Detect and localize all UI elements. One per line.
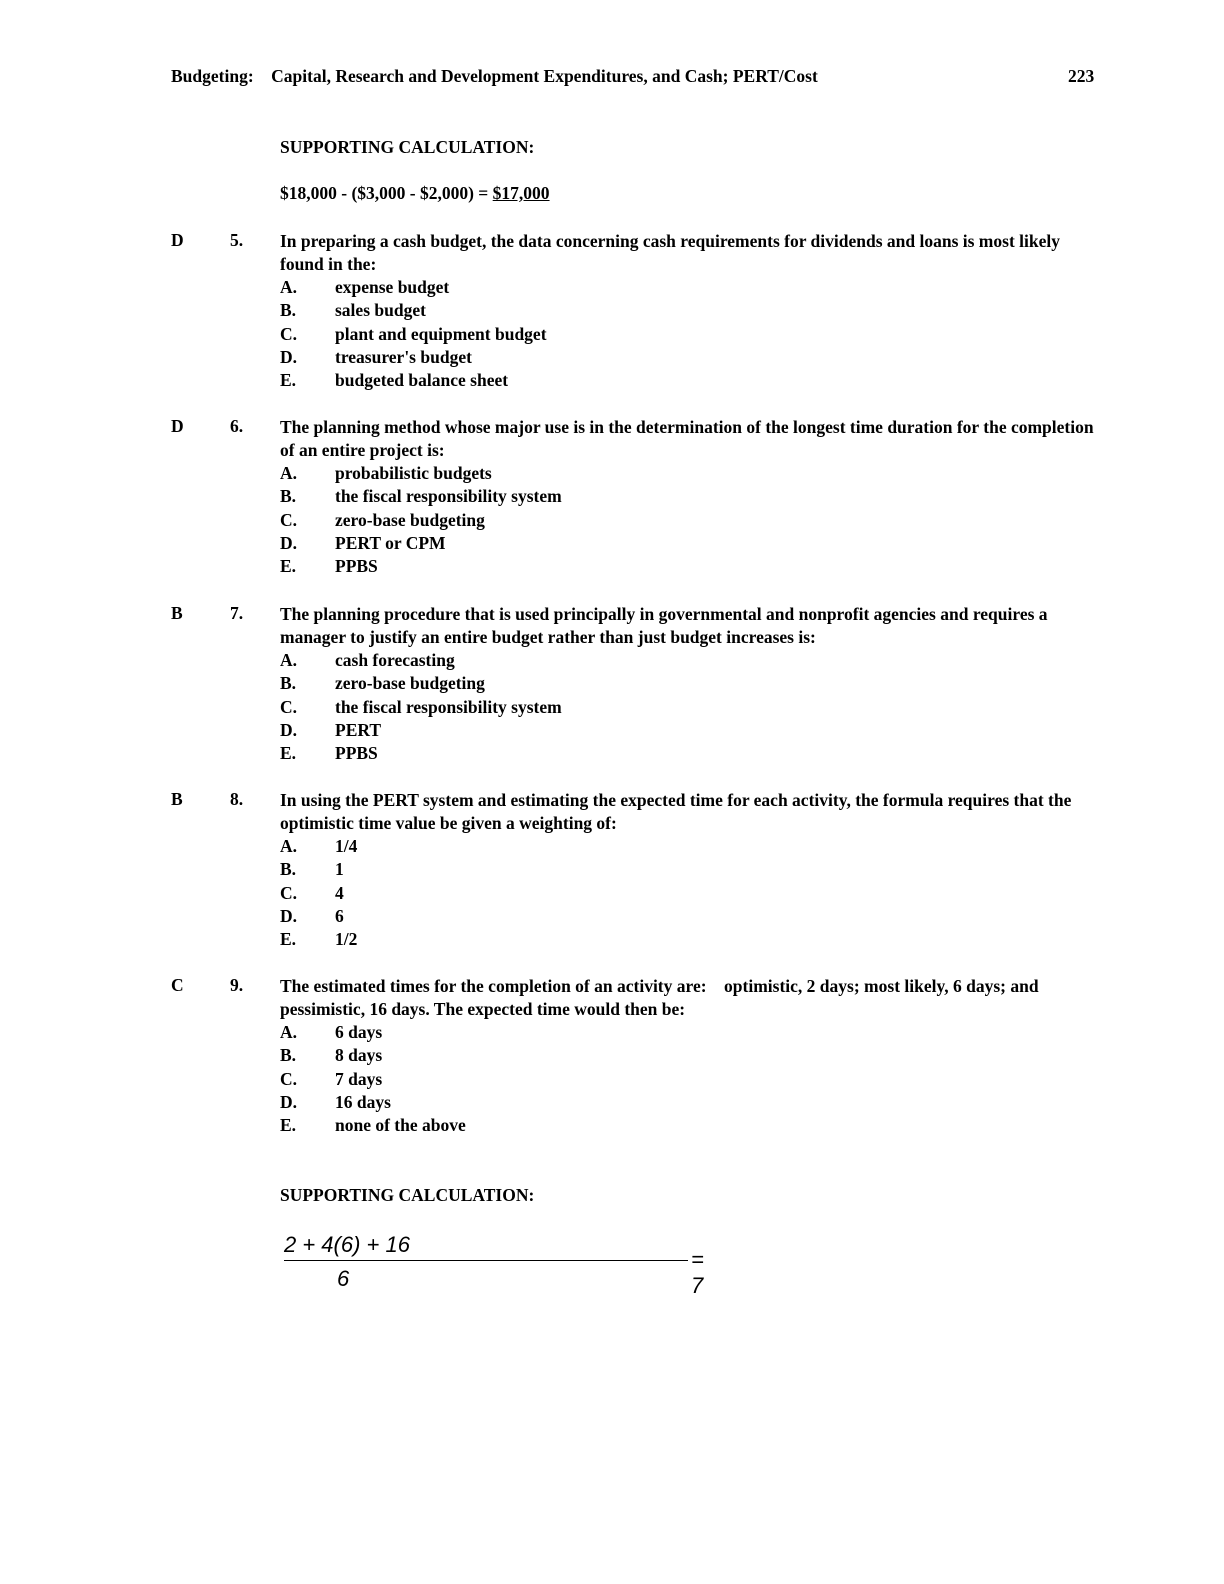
fraction-bar	[284, 1260, 688, 1261]
option	[280, 858, 880, 881]
option	[280, 346, 880, 369]
question-text: The planning method whose major use is in the determination of the longest time duration for the completion of an entire project is:	[280, 417, 1094, 461]
option-letter: C.	[280, 882, 298, 903]
option-letter: E.	[280, 929, 297, 950]
option-text: probabilistic budgets	[335, 463, 492, 483]
option-text: the fiscal responsibility system	[335, 486, 562, 507]
option	[280, 462, 880, 485]
option-letter: C.	[280, 323, 298, 344]
option-text: PPBS	[335, 743, 378, 764]
pert-formula	[282, 1230, 704, 1298]
option-letter: A.	[280, 1022, 298, 1042]
question-text: The estimated times for the completion of an activity are: optimistic, 2 days; most likely, 6 days; and pessimistic, 16 days. The expected time would then be:	[280, 976, 1043, 1020]
option-letter: D.	[280, 532, 298, 553]
supporting-calculation-heading-2: SUPPORTING CALCULATION:	[280, 1185, 535, 1205]
option	[280, 323, 880, 346]
option	[280, 1044, 880, 1067]
option-letter: B.	[280, 300, 297, 321]
option-list	[280, 835, 880, 951]
option	[280, 719, 880, 742]
question-text: In using the PERT system and estimating the expected time for each activity, the formula requires that the optimistic time value be given a weighting of:	[280, 790, 1072, 834]
option	[280, 369, 880, 392]
supporting-calculation-heading: SUPPORTING CALCULATION:	[280, 137, 535, 157]
formula-denominator: 6	[337, 1266, 350, 1291]
option-text: expense budget	[335, 277, 450, 297]
option-letter: D.	[280, 905, 298, 926]
option-text: 7 days	[335, 1068, 383, 1089]
option-letter: C.	[280, 696, 298, 717]
question-number: 6.	[230, 416, 244, 436]
option-text: 6 days	[335, 1022, 383, 1042]
option-text: cash forecasting	[335, 650, 455, 670]
question-text: The planning procedure that is used principally in governmental and nonprofit agencies and requires a manager to justify an entire budget rather than just budget increases is:	[280, 604, 1048, 648]
option-letter: E.	[280, 1115, 297, 1136]
question-number: 9.	[230, 975, 244, 995]
answer-key: B	[171, 789, 183, 809]
option-letter: E.	[280, 743, 297, 764]
option	[280, 276, 880, 299]
option	[280, 882, 880, 905]
option-list	[280, 462, 880, 578]
formula-result: = 7	[691, 1247, 704, 1298]
option	[280, 1114, 880, 1137]
option-letter: C.	[280, 509, 298, 530]
answer-key: C	[171, 975, 184, 995]
option	[280, 672, 880, 695]
option-letter: A.	[280, 463, 298, 483]
option	[280, 555, 880, 578]
option	[280, 1091, 880, 1114]
option-text: 1/4	[335, 836, 358, 856]
option-text: zero-base budgeting	[335, 673, 485, 694]
formula-numerator: 2 + 4(6) + 16	[284, 1232, 410, 1257]
option	[280, 696, 880, 719]
option-text: PPBS	[335, 556, 378, 577]
option	[280, 485, 880, 508]
option-text: PERT	[335, 719, 382, 740]
option-letter: E.	[280, 556, 297, 577]
answer-key: D	[171, 416, 184, 436]
option-letter: A.	[280, 650, 298, 670]
question-number: 8.	[230, 789, 244, 809]
option-letter: B.	[280, 486, 297, 507]
option-text: PERT or CPM	[335, 532, 446, 553]
answer-key: B	[171, 603, 183, 623]
option-letter: E.	[280, 370, 297, 391]
option-letter: A.	[280, 836, 298, 856]
option	[280, 509, 880, 532]
question-number: 5.	[230, 230, 244, 250]
calc-expression: $18,000 - ($3,000 - $2,000) =	[280, 183, 493, 203]
option-letter: C.	[280, 1068, 298, 1089]
option-letter: D.	[280, 1091, 298, 1112]
option-letter: D.	[280, 719, 298, 740]
option	[280, 649, 880, 672]
option	[280, 928, 880, 951]
option-letter: B.	[280, 1045, 297, 1066]
option-text: 1/2	[335, 929, 358, 950]
option-list	[280, 276, 880, 392]
question-number: 7.	[230, 603, 244, 623]
option-text: 4	[335, 882, 344, 903]
option-text: 1	[335, 859, 344, 880]
option-text: treasurer's budget	[335, 346, 472, 367]
option-text: none of the above	[335, 1115, 466, 1136]
option-text: zero-base budgeting	[335, 509, 485, 530]
option-letter: A.	[280, 277, 298, 297]
option-text: the fiscal responsibility system	[335, 696, 562, 717]
calc-result: $17,000	[492, 183, 550, 203]
option-text: sales budget	[335, 300, 426, 321]
supporting-calculation-line	[280, 183, 550, 204]
option-text: budgeted balance sheet	[335, 370, 509, 391]
option	[280, 1021, 880, 1044]
option	[280, 299, 880, 322]
answer-key: D	[171, 230, 184, 250]
option	[280, 1068, 880, 1091]
header-title: Budgeting: Capital, Research and Development Expenditures, and Cash; PERT/Cost	[171, 66, 818, 86]
option	[280, 532, 880, 555]
option	[280, 835, 880, 858]
option-list	[280, 649, 880, 765]
option-letter: B.	[280, 673, 297, 694]
option-text: 16 days	[335, 1091, 391, 1112]
option-letter: D.	[280, 346, 298, 367]
option	[280, 905, 880, 928]
option-text: 8 days	[335, 1045, 383, 1066]
question-text: In preparing a cash budget, the data concerning cash requirements for dividends and loans is most likely found in the:	[280, 231, 1060, 275]
option	[280, 742, 880, 765]
option-letter: B.	[280, 859, 297, 880]
option-text: plant and equipment budget	[335, 323, 547, 344]
option-text: 6	[335, 905, 344, 926]
option-list	[280, 1021, 880, 1137]
page-number: 223	[1068, 66, 1095, 86]
